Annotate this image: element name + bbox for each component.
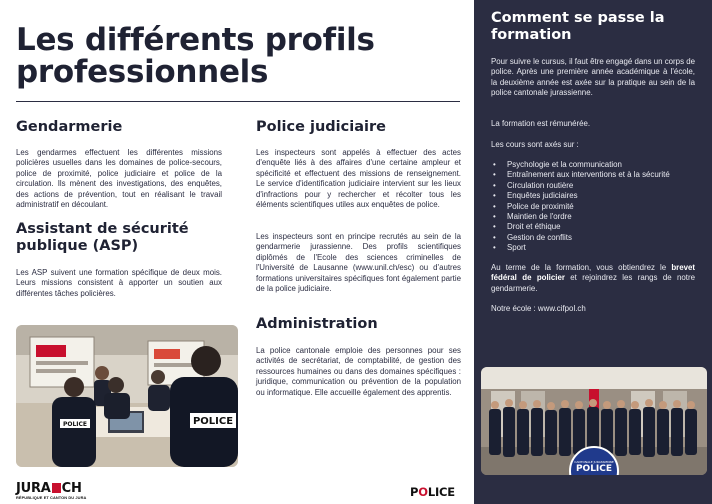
page-title: Les différents profils professionnels xyxy=(16,22,375,90)
list-item: • Droit et éthique xyxy=(491,222,701,232)
text-administration: La police cantonale emploie des personnes pour ses activités de secrétariat, de comptabilité, de gestion des ressources humaines ou dans des domaines spécifiques : juridique, communication ou prévention de la population ou informatique. Elle accueille également des apprentis. xyxy=(256,346,461,397)
classroom-photo xyxy=(16,325,238,467)
text-police-judiciaire-2: Les inspecteurs sont en principe recrutés au sein de la gendarmerie jurassienne. Des profils scientifiques diplômés de l'Ecole des sciences criminelles de l'Université de Lausanne (www.unil.ch/esc) ou d'autres formations universitaires spécifiques font également partie de la police judiciaire. xyxy=(256,232,461,294)
police-logo-o: O xyxy=(418,485,428,499)
sidebar-courses-intro: Les cours sont axés sur : xyxy=(491,140,579,149)
sidebar-school: Notre école : www.cifpol.ch xyxy=(491,304,586,313)
badge-text-front: POLICE xyxy=(192,416,234,427)
heading-gendarmerie: Gendarmerie xyxy=(16,119,123,135)
course-list xyxy=(491,160,701,254)
list-item: • Entraînement aux interventions et à la sécurité xyxy=(491,170,701,180)
sidebar xyxy=(474,0,712,504)
list-item: • Maintien de l'ordre xyxy=(491,212,701,222)
list-item: • Enquêtes judiciaires xyxy=(491,191,701,201)
text-gendarmerie: Les gendarmes effectuent les différentes missions policières usuelles dans les domaines de police-secours, police de proximité, police judiciaire et police de la circulation. Ils mènent des investigations, des enquêtes, des actions de prévention, tout en réalisant le travail administratif en découlant. xyxy=(16,148,222,210)
title-divider xyxy=(16,101,460,102)
police-logo-p: P xyxy=(410,485,419,499)
sidebar-paid: La formation est rémunérée. xyxy=(491,119,591,128)
heading-asp: Assistant de sécurité publique (ASP) xyxy=(16,221,189,254)
jura-logo xyxy=(16,482,86,500)
heading-administration: Administration xyxy=(256,316,378,332)
jura-logo-left: JURA xyxy=(16,481,51,496)
list-item: • Sport xyxy=(491,243,701,253)
police-logo-rest: LICE xyxy=(427,485,455,499)
outcome-text-end: et rejoindrez les rangs de notre gendarmerie. xyxy=(491,273,695,293)
heading-police-judiciaire: Police judiciaire xyxy=(256,119,386,135)
jura-flag-icon xyxy=(52,483,61,493)
group-photo-logo-word: POLICE xyxy=(575,464,613,474)
text-asp: Les ASP suivent une formation spécifique de deux mois. Leurs missions consistent à apporter un soutien aux différentes tâches policières. xyxy=(16,268,222,298)
badge-text-back: POLICE xyxy=(62,421,88,428)
police-logo xyxy=(410,485,455,499)
group-photo xyxy=(481,367,707,475)
jura-logo-right: CH xyxy=(61,481,82,496)
list-item: • Psychologie et la communication xyxy=(491,160,701,170)
outcome-diploma: brevet fédéral de policier xyxy=(491,263,695,283)
text-police-judiciaire-1: Les inspecteurs sont appelés à effectuer des actes d'enquête liés à des affaires d'une certaine ampleur et spécificité et effectuent des missions de renseignement. Le service d'identification judiciaire intervient sur les lieux d'infractions pour y rechercher et récolter tous les éléments scientifiques utiles aux enquêtes de police. xyxy=(256,148,461,210)
sidebar-title: Comment se passe la formation xyxy=(491,10,665,43)
group-photo-logo-sub: CANTONALE JURASSIENNE xyxy=(574,460,614,464)
list-item: • Gestion de conflits xyxy=(491,233,701,243)
outcome-text-start: Au terme de la formation, vous obtiendrez le xyxy=(491,263,672,272)
list-item: • Police de proximité xyxy=(491,202,701,212)
list-item: • Circulation routière xyxy=(491,181,701,191)
sidebar-outcome xyxy=(491,263,695,294)
jura-logo-subtitle: RÉPUBLIQUE ET CANTON DU JURA xyxy=(16,495,87,500)
sidebar-intro: Pour suivre le cursus, il faut être engagé dans un corps de police. Après une première année académique à l'école, la deuxième année est axée sur la pratique au sein de la police cantonale jurassienne. xyxy=(491,57,695,98)
